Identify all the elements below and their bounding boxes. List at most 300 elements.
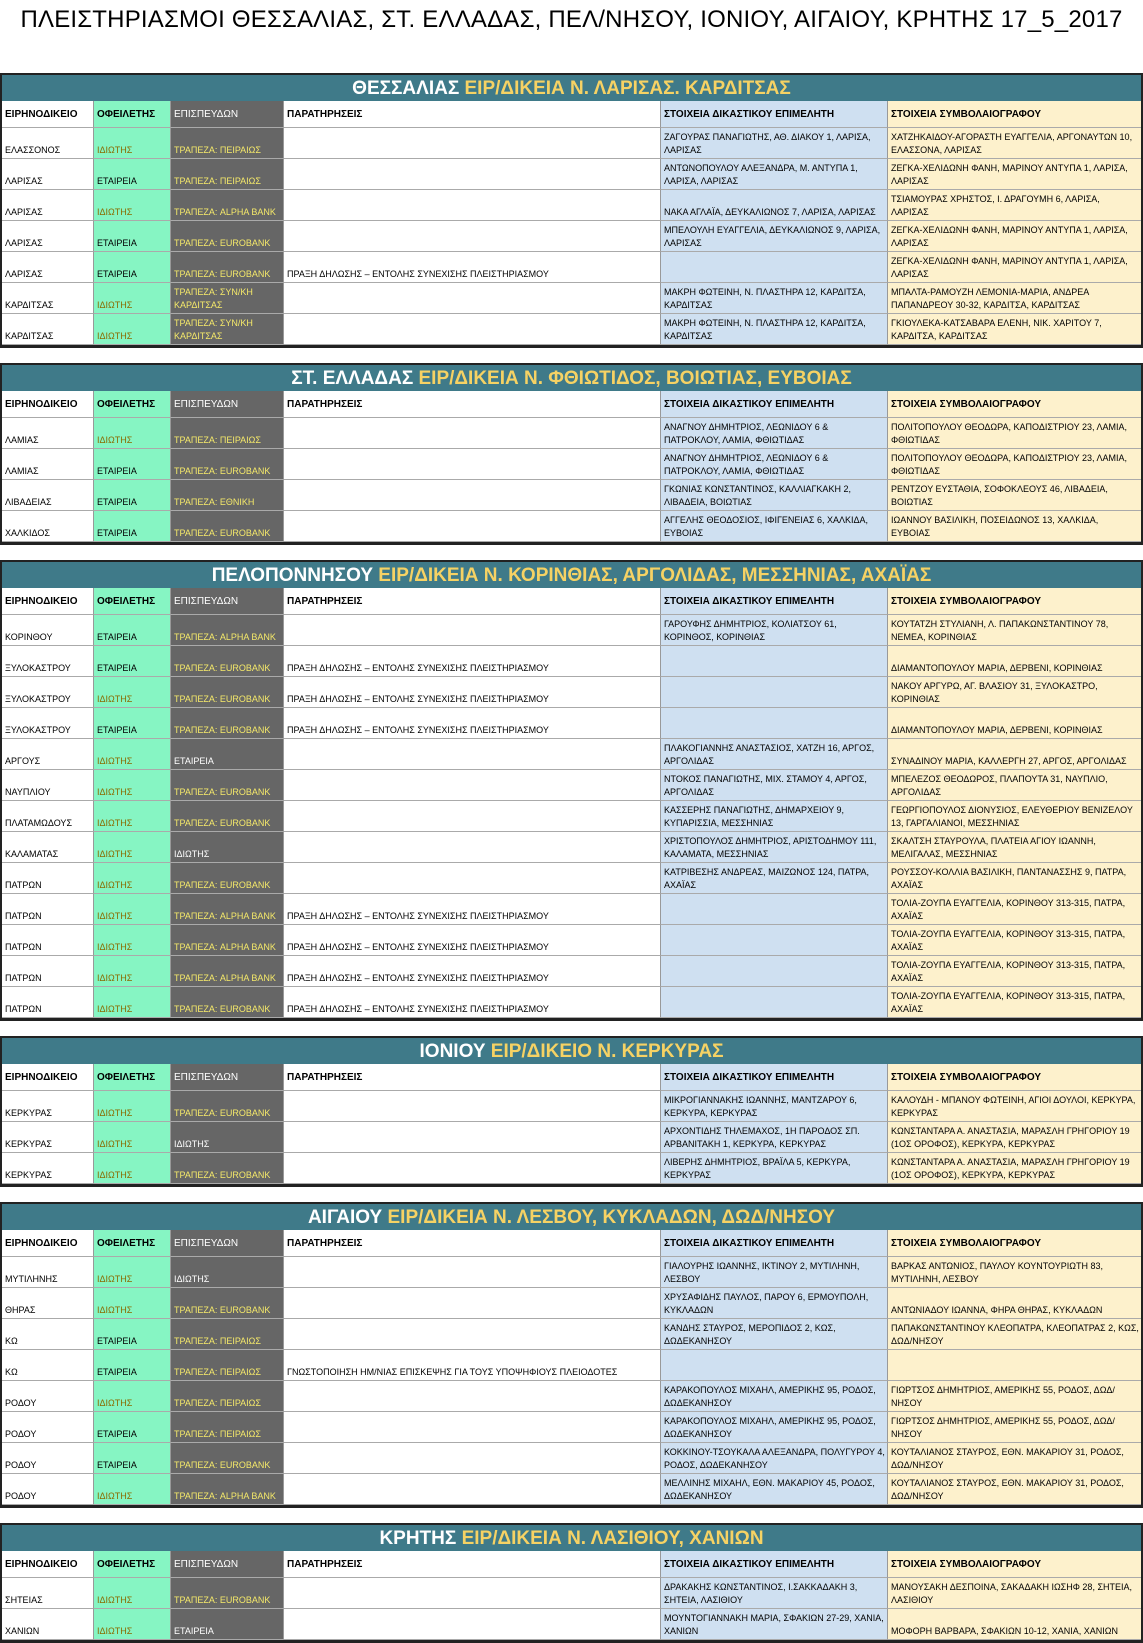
pursuer-cell-text: ΤΡΑΠΕΖΑ: EUROBANK bbox=[174, 880, 271, 890]
notary-cell bbox=[888, 418, 1141, 449]
court-cell-text: ΕΛΑΣΣΟΝΟΣ bbox=[5, 145, 61, 155]
bailiff-cell bbox=[661, 1381, 888, 1412]
pursuer-cell-text: ΤΡΑΠΕΖΑ: EUROBANK bbox=[174, 1170, 271, 1180]
court-cell bbox=[2, 1381, 94, 1412]
court-cell bbox=[2, 925, 94, 956]
pursuer-cell-text: ΤΡΑΠΕΖΑ: EUROBANK bbox=[174, 1595, 271, 1605]
pursuer-cell-text: ΤΡΑΠΕΖΑ: EUROBANK bbox=[174, 466, 271, 476]
col-court: ΕΙΡΗΝΟΔΙΚΕΙΟ bbox=[2, 1064, 94, 1091]
debtor-cell-text: ΙΔΙΩΤΗΣ bbox=[97, 694, 133, 704]
bailiff-cell bbox=[661, 1578, 888, 1609]
table-row bbox=[2, 1381, 1141, 1412]
bailiff-cell bbox=[661, 159, 888, 190]
debtor-cell bbox=[94, 677, 171, 708]
section-region: ΑΙΓΑΙΟΥ bbox=[307, 1207, 383, 1228]
pursuer-cell bbox=[171, 480, 284, 511]
bailiff-cell bbox=[661, 894, 888, 925]
notes-cell-text: ΠΡΑΞΗ ΔΗΛΩΣΗΣ – ΕΝΤΟΛΗΣ ΣΥΝΕΧΙΣΗΣ ΠΛΕΙΣΤΗΡΙΑΣΜΟΥ bbox=[287, 1004, 549, 1014]
notes-cell-text: ΠΡΑΞΗ ΔΗΛΩΣΗΣ – ΕΝΤΟΛΗΣ ΣΥΝΕΧΙΣΗΣ ΠΛΕΙΣΤΗΡΙΑΣΜΟΥ bbox=[287, 973, 549, 983]
table-row bbox=[2, 894, 1141, 925]
bailiff-cell-text: ΚΟΚΚΙΝΟΥ-ΤΣΟΥΚΑΛΑ ΑΛΕΞΑΝΔΡΑ, ΠΟΛΥΓΥΡΟΥ 4, ΡΟΔΟΣ, ΔΩΔΕΚΑΝΗΣΟΥ bbox=[664, 1447, 885, 1470]
bailiff-cell bbox=[661, 1091, 888, 1122]
notes-cell bbox=[284, 1153, 661, 1184]
notary-cell bbox=[888, 987, 1141, 1018]
debtor-cell bbox=[94, 1350, 171, 1381]
column-header-row bbox=[2, 1551, 1141, 1578]
bailiff-cell-text: ΝΑΚΑ ΑΓΛΑΪΑ, ΔΕΥΚΑΛΙΩΝΟΣ 7, ΛΑΡΙΣΑ, ΛΑΡΙΣΑΣ bbox=[664, 207, 876, 217]
debtor-cell-text: ΙΔΙΩΤΗΣ bbox=[97, 1139, 133, 1149]
debtor-cell bbox=[94, 128, 171, 159]
notary-cell-text: ΔΙΑΜΑΝΤΟΠΟΥΛΟΥ ΜΑΡΙΑ, ΔΕΡΒΕΝΙ, ΚΟΡΙΝΘΙΑΣ bbox=[891, 725, 1103, 735]
pursuer-cell-text: ΤΡΑΠΕΖΑ: EUROBANK bbox=[174, 1305, 271, 1315]
notary-cell-text: ΣΚΑΛΤΣΗ ΣΤΑΥΡΟΥΛΑ, ΠΛΑΤΕΙΑ ΑΓΙΟΥ ΙΩΑΝΝΗ, ΜΕΛΙΓΑΛΑΣ, ΜΕΣΣΗΝΙΑΣ bbox=[891, 836, 1096, 859]
court-cell-text: ΚΕΡΚΥΡΑΣ bbox=[5, 1108, 52, 1118]
col-pursuer: ΕΠΙΣΠΕΥΔΩΝ bbox=[171, 101, 284, 128]
debtor-cell-text: ΙΔΙΩΤΗΣ bbox=[97, 1595, 133, 1605]
pursuer-cell-text: ΤΡΑΠΕΖΑ: EUROBANK bbox=[174, 1460, 271, 1470]
bailiff-cell bbox=[661, 1288, 888, 1319]
notes-cell bbox=[284, 1288, 661, 1319]
debtor-cell-text: ΙΔΙΩΤΗΣ bbox=[97, 1305, 133, 1315]
bailiff-cell bbox=[661, 221, 888, 252]
bailiff-cell-text: ΔΡΑΚΑΚΗΣ ΚΩΝΣΤΑΝΤΙΝΟΣ, Ι.ΣΑΚΚΑΔΑΚΗ 3, ΣΗΤΕΙΑ, ΛΑΣΙΘΙΟΥ bbox=[664, 1582, 858, 1605]
pursuer-cell-text: ΤΡΑΠΕΖΑ: EUROBANK bbox=[174, 1004, 271, 1014]
debtor-cell bbox=[94, 1578, 171, 1609]
notary-cell bbox=[888, 615, 1141, 646]
col-bailiff: ΣΤΟΙΧΕΙΑ ΔΙΚΑΣΤΙΚΟΥ ΕΠΙΜΕΛΗΤΗ bbox=[661, 391, 888, 418]
notary-cell bbox=[888, 1319, 1141, 1350]
court-cell bbox=[2, 1288, 94, 1319]
court-cell-text: ΡΟΔΟΥ bbox=[5, 1429, 37, 1439]
bailiff-cell bbox=[661, 1153, 888, 1184]
notary-cell-text: ΓΙΩΡΤΣΟΣ ΔΗΜΗΤΡΙΟΣ, ΑΜΕΡΙΚΗΣ 55, ΡΟΔΟΣ, ΔΩΔ/ΝΗΣΟΥ bbox=[891, 1385, 1115, 1408]
notes-cell bbox=[284, 1350, 661, 1381]
debtor-cell-text: ΕΤΑΙΡΕΙΑ bbox=[97, 632, 137, 642]
pursuer-cell bbox=[171, 1443, 284, 1474]
debtor-cell bbox=[94, 894, 171, 925]
pursuer-cell-text: ΤΡΑΠΕΖΑ: ΠΕΙΡΑΙΩΣ bbox=[174, 1367, 261, 1377]
notary-cell bbox=[888, 252, 1141, 283]
bailiff-cell-text: ΜΑΚΡΗ ΦΩΤΕΙΝΗ, Ν. ΠΛΑΣΤΗΡΑ 12, ΚΑΡΔΙΤΣΑ, ΚΑΡΔΙΤΣΑΣ bbox=[664, 318, 866, 341]
section-region: ΚΡΗΤΗΣ bbox=[379, 1528, 457, 1549]
notes-cell bbox=[284, 283, 661, 314]
bailiff-cell bbox=[661, 677, 888, 708]
table-row bbox=[2, 449, 1141, 480]
col-bailiff: ΣΤΟΙΧΕΙΑ ΔΙΚΑΣΤΙΚΟΥ ΕΠΙΜΕΛΗΤΗ bbox=[661, 101, 888, 128]
pursuer-cell bbox=[171, 1412, 284, 1443]
debtor-cell bbox=[94, 1319, 171, 1350]
court-cell bbox=[2, 708, 94, 739]
bailiff-cell bbox=[661, 1319, 888, 1350]
pursuer-cell bbox=[171, 1350, 284, 1381]
notary-cell-text: ΠΟΛΙΤΟΠΟΥΛΟΥ ΘΕΟΔΩΡΑ, ΚΑΠΟΔΙΣΤΡΙΟΥ 23, ΛΑΜΙΑ, ΦΘΙΩΤΙΔΑΣ bbox=[891, 422, 1127, 445]
pursuer-cell-text: ΤΡΑΠΕΖΑ: ALPHA BANK bbox=[174, 973, 276, 983]
debtor-cell bbox=[94, 190, 171, 221]
pursuer-cell bbox=[171, 190, 284, 221]
section-spacer bbox=[0, 1021, 1143, 1036]
table-row bbox=[2, 159, 1141, 190]
debtor-cell-text: ΙΔΙΩΤΗΣ bbox=[97, 145, 133, 155]
bailiff-cell bbox=[661, 1412, 888, 1443]
court-cell-text: ΜΥΤΙΛΗΝΗΣ bbox=[5, 1274, 58, 1284]
debtor-cell bbox=[94, 615, 171, 646]
pursuer-cell bbox=[171, 1578, 284, 1609]
pursuer-cell bbox=[171, 1319, 284, 1350]
debtor-cell-text: ΕΤΑΙΡΕΙΑ bbox=[97, 497, 137, 507]
notary-cell bbox=[888, 1122, 1141, 1153]
notes-cell bbox=[284, 1122, 661, 1153]
court-cell-text: ΣΗΤΕΙΑΣ bbox=[5, 1595, 43, 1605]
section-header bbox=[2, 365, 1141, 391]
court-cell bbox=[2, 283, 94, 314]
column-header-row bbox=[2, 588, 1141, 615]
court-cell bbox=[2, 1257, 94, 1288]
section-region: ΠΕΛΟΠΟΝΝΗΣΟΥ bbox=[211, 565, 374, 586]
column-header-row bbox=[2, 101, 1141, 128]
court-cell bbox=[2, 159, 94, 190]
court-cell bbox=[2, 894, 94, 925]
court-cell bbox=[2, 1350, 94, 1381]
bailiff-cell-text: ΜΙΚΡΟΓΙΑΝΝΑΚΗΣ ΙΩΑΝΝΗΣ, ΜΑΝΤΖΑΡΟΥ 6, ΚΕΡΚΥΡΑ, ΚΕΡΚΥΡΑΣ bbox=[664, 1095, 857, 1118]
bailiff-cell bbox=[661, 190, 888, 221]
notary-cell-text: ΤΣΙΑΜΟΥΡΑΣ ΧΡΗΣΤΟΣ, Ι. ΔΡΑΓΟΥΜΗ 6, ΛΑΡΙΣΑ, ΛΑΡΙΣΑΣ bbox=[891, 194, 1100, 217]
col-pursuer: ΕΠΙΣΠΕΥΔΩΝ bbox=[171, 391, 284, 418]
pursuer-cell-text: ΤΡΑΠΕΖΑ: ALPHA BANK bbox=[174, 911, 276, 921]
notary-cell-text: ΚΟΥΤΑΛΙΑΝΟΣ ΣΤΑΥΡΟΣ, ΕΘΝ. ΜΑΚΑΡΙΟΥ 31, ΡΟΔΟΣ, ΔΩΔ/ΝΗΣΟΥ bbox=[891, 1447, 1124, 1470]
notes-cell bbox=[284, 418, 661, 449]
pursuer-cell bbox=[171, 1609, 284, 1640]
col-court: ΕΙΡΗΝΟΔΙΚΕΙΟ bbox=[2, 1551, 94, 1578]
court-cell-text: ΠΑΤΡΩΝ bbox=[5, 942, 42, 952]
bailiff-cell-text: ΑΝΑΓΝΟΥ ΔΗΜΗΤΡΙΟΣ, ΛΕΩΝΙΔΟΥ 6 & ΠΑΤΡΟΚΛΟΥ, ΛΑΜΙΑ, ΦΘΙΩΤΙΔΑΣ bbox=[664, 422, 829, 445]
debtor-cell bbox=[94, 801, 171, 832]
notes-cell bbox=[284, 1443, 661, 1474]
debtor-cell-text: ΙΔΙΩΤΗΣ bbox=[97, 1170, 133, 1180]
bailiff-cell-text: ΑΝΤΩΝΟΠΟΥΛΟΥ ΑΛΕΞΑΝΔΡΑ, Μ. ΑΝΤΥΠΑ 1, ΛΑΡΙΣΑ, ΛΑΡΙΣΑΣ bbox=[664, 163, 858, 186]
bailiff-cell-text: ΜΠΕΛΟΥΛΗ ΕΥΑΓΓΕΛΙΑ, ΔΕΥΚΑΛΙΩΝΟΣ 9, ΛΑΡΙΣΑ, ΛΑΡΙΣΑΣ bbox=[664, 225, 881, 248]
section-spacer bbox=[0, 545, 1143, 560]
pursuer-cell bbox=[171, 159, 284, 190]
debtor-cell-text: ΕΤΑΙΡΕΙΑ bbox=[97, 269, 137, 279]
bailiff-cell bbox=[661, 832, 888, 863]
court-cell-text: ΛΙΒΑΔΕΙΑΣ bbox=[5, 497, 52, 507]
court-cell bbox=[2, 987, 94, 1018]
pursuer-cell-text: ΤΡΑΠΕΖΑ: EUROBANK bbox=[174, 663, 271, 673]
notary-cell bbox=[888, 770, 1141, 801]
notes-cell bbox=[284, 128, 661, 159]
notes-cell bbox=[284, 221, 661, 252]
col-notes: ΠΑΡΑΤΗΡΗΣΕΙΣ bbox=[284, 101, 661, 128]
court-cell bbox=[2, 832, 94, 863]
court-cell bbox=[2, 1578, 94, 1609]
notes-cell bbox=[284, 832, 661, 863]
pursuer-cell-text: ΙΔΙΩΤΗΣ bbox=[174, 1274, 210, 1284]
pursuer-cell bbox=[171, 1288, 284, 1319]
debtor-cell-text: ΕΤΑΙΡΕΙΑ bbox=[97, 238, 137, 248]
col-court: ΕΙΡΗΝΟΔΙΚΕΙΟ bbox=[2, 391, 94, 418]
notary-cell bbox=[888, 449, 1141, 480]
bailiff-cell bbox=[661, 314, 888, 345]
col-notes: ΠΑΡΑΤΗΡΗΣΕΙΣ bbox=[284, 1551, 661, 1578]
section-courts: ΕΙΡ/ΔΙΚΕΙΟ Ν. ΚΕΡΚΥΡΑΣ bbox=[485, 1041, 724, 1062]
court-cell bbox=[2, 1443, 94, 1474]
bailiff-cell bbox=[661, 1609, 888, 1640]
bailiff-cell-text: ΓΑΡΟΥΦΗΣ ΔΗΜΗΤΡΙΟΣ, ΚΟΛΙΑΤΣΟΥ 61, ΚΟΡΙΝΘΟΣ, ΚΟΡΙΝΘΙΑΣ bbox=[664, 619, 837, 642]
bailiff-cell bbox=[661, 956, 888, 987]
col-bailiff: ΣΤΟΙΧΕΙΑ ΔΙΚΑΣΤΙΚΟΥ ΕΠΙΜΕΛΗΤΗ bbox=[661, 588, 888, 615]
notes-cell-text: ΠΡΑΞΗ ΔΗΛΩΣΗΣ – ΕΝΤΟΛΗΣ ΣΥΝΕΧΙΣΗΣ ΠΛΕΙΣΤΗΡΙΑΣΜΟΥ bbox=[287, 269, 549, 279]
table-row bbox=[2, 418, 1141, 449]
col-notary: ΣΤΟΙΧΕΙΑ ΣΥΜΒΟΛΑΙΟΓΡΑΦΟΥ bbox=[888, 588, 1141, 615]
debtor-cell-text: ΙΔΙΩΤΗΣ bbox=[97, 207, 133, 217]
debtor-cell bbox=[94, 1091, 171, 1122]
pursuer-cell bbox=[171, 987, 284, 1018]
table-row bbox=[2, 252, 1141, 283]
table-row bbox=[2, 221, 1141, 252]
section-courts: ΕΙΡ/ΔΙΚΕΙΑ Ν. ΛΑΣΙΘΙΟΥ, ΧΑΝΙΩΝ bbox=[456, 1528, 764, 1549]
notary-cell bbox=[888, 677, 1141, 708]
notary-cell-text: ΚΑΛΟΥΔΗ - ΜΠΑΝΟΥ ΦΩΤΕΙΝΗ, ΑΓΙΟΙ ΔΟΥΛΟΙ, ΚΕΡΚΥΡΑ, ΚΕΡΚΥΡΑΣ bbox=[891, 1095, 1136, 1118]
region-section bbox=[0, 73, 1143, 348]
debtor-cell bbox=[94, 418, 171, 449]
notes-cell bbox=[284, 739, 661, 770]
region-section bbox=[0, 1202, 1143, 1508]
col-notary: ΣΤΟΙΧΕΙΑ ΣΥΜΒΟΛΑΙΟΓΡΑΦΟΥ bbox=[888, 1064, 1141, 1091]
bailiff-cell-text: ΛΙΒΕΡΗΣ ΔΗΜΗΤΡΙΟΣ, ΒΡΑΪΛΑ 5, ΚΕΡΚΥΡΑ, ΚΕΡΚΥΡΑΣ bbox=[664, 1157, 851, 1180]
notary-cell bbox=[888, 128, 1141, 159]
notary-cell-text: ΚΟΥΤΑΤΖΗ ΣΤΥΛΙΑΝΗ, Λ. ΠΑΠΑΚΩΝΣΤΑΝΤΙΝΟΥ 78, ΝΕΜΕΑ, ΚΟΡΙΝΘΙΑΣ bbox=[891, 619, 1109, 642]
table-row bbox=[2, 511, 1141, 542]
pursuer-cell-text: ΤΡΑΠΕΖΑ: EUROBANK bbox=[174, 1108, 271, 1118]
court-cell-text: ΘΗΡΑΣ bbox=[5, 1305, 36, 1315]
section-spacer bbox=[0, 1187, 1143, 1202]
notary-cell bbox=[888, 1257, 1141, 1288]
debtor-cell bbox=[94, 1257, 171, 1288]
court-cell-text: ΚΕΡΚΥΡΑΣ bbox=[5, 1139, 52, 1149]
debtor-cell-text: ΕΤΑΙΡΕΙΑ bbox=[97, 1460, 137, 1470]
notes-cell bbox=[284, 480, 661, 511]
pursuer-cell-text: ΤΡΑΠΕΖΑ: EUROBANK bbox=[174, 269, 271, 279]
bailiff-cell-text: ΜΑΚΡΗ ΦΩΤΕΙΝΗ, Ν. ΠΛΑΣΤΗΡΑ 12, ΚΑΡΔΙΤΣΑ, ΚΑΡΔΙΤΣΑΣ bbox=[664, 287, 866, 310]
notary-cell bbox=[888, 832, 1141, 863]
pursuer-cell bbox=[171, 832, 284, 863]
bailiff-cell bbox=[661, 480, 888, 511]
court-cell bbox=[2, 1474, 94, 1505]
table-row bbox=[2, 1443, 1141, 1474]
bailiff-cell bbox=[661, 739, 888, 770]
col-pursuer: ΕΠΙΣΠΕΥΔΩΝ bbox=[171, 588, 284, 615]
debtor-cell bbox=[94, 708, 171, 739]
table-row bbox=[2, 739, 1141, 770]
notary-cell-text: ΜΠΑΛΤΑ-ΡΑΜΟΥΖΗ ΛΕΜΟΝΙΑ-ΜΑΡΙΑ, ΑΝΔΡΕΑ ΠΑΠΑΝΔΡΕΟΥ 30-32, ΚΑΡΔΙΤΣΑ, ΚΑΡΔΙΤΣΑΣ bbox=[891, 287, 1089, 310]
notary-cell-text: ΚΩΝΣΤΑΝΤΑΡΑ Α. ΑΝΑΣΤΑΣΙΑ, ΜΑΡΑΣΛΗ ΓΡΗΓΟΡΙΟΥ 19 (1ΟΣ ΟΡΟΦΟΣ), ΚΕΡΚΥΡΑ, ΚΕΡΚΥΡΑΣ bbox=[891, 1126, 1130, 1149]
table-row bbox=[2, 283, 1141, 314]
bailiff-cell bbox=[661, 1474, 888, 1505]
court-cell bbox=[2, 128, 94, 159]
col-bailiff: ΣΤΟΙΧΕΙΑ ΔΙΚΑΣΤΙΚΟΥ ΕΠΙΜΕΛΗΤΗ bbox=[661, 1551, 888, 1578]
notes-cell bbox=[284, 1578, 661, 1609]
debtor-cell-text: ΙΔΙΩΤΗΣ bbox=[97, 1004, 133, 1014]
bailiff-cell-text: ΝΤΟΚΟΣ ΠΑΝΑΓΙΩΤΗΣ, ΜΙΧ. ΣΤΑΜΟΥ 4, ΑΡΓΟΣ, ΑΡΓΟΛΙΔΑΣ bbox=[664, 774, 867, 797]
debtor-cell bbox=[94, 511, 171, 542]
bailiff-cell-text: ΑΝΑΓΝΟΥ ΔΗΜΗΤΡΙΟΣ, ΛΕΩΝΙΔΟΥ 6 & ΠΑΤΡΟΚΛΟΥ, ΛΑΜΙΑ, ΦΘΙΩΤΙΔΑΣ bbox=[664, 453, 829, 476]
court-cell bbox=[2, 511, 94, 542]
section-region: ΣΤ. ΕΛΛΑΔΑΣ bbox=[291, 368, 414, 389]
notary-cell bbox=[888, 646, 1141, 677]
notary-cell bbox=[888, 1443, 1141, 1474]
pursuer-cell bbox=[171, 418, 284, 449]
col-notary: ΣΤΟΙΧΕΙΑ ΣΥΜΒΟΛΑΙΟΓΡΑΦΟΥ bbox=[888, 1551, 1141, 1578]
notes-cell bbox=[284, 1381, 661, 1412]
notary-cell bbox=[888, 863, 1141, 894]
debtor-cell bbox=[94, 1474, 171, 1505]
col-debtor: ΟΦΕΙΛΕΤΗΣ bbox=[94, 101, 171, 128]
notary-cell-text: ΠΑΠΑΚΩΝΣΤΑΝΤΙΝΟΥ ΚΛΕΟΠΑΤΡΑ, ΚΛΕΟΠΑΤΡΑΣ 2, ΚΩΣ, ΔΩΔ/ΝΗΣΟΥ bbox=[891, 1323, 1139, 1346]
notary-cell bbox=[888, 1578, 1141, 1609]
debtor-cell-text: ΙΔΙΩΤΗΣ bbox=[97, 435, 133, 445]
court-cell bbox=[2, 863, 94, 894]
court-cell bbox=[2, 770, 94, 801]
court-cell-text: ΛΑΡΙΣΑΣ bbox=[5, 176, 43, 186]
court-cell bbox=[2, 1609, 94, 1640]
bailiff-cell bbox=[661, 1257, 888, 1288]
column-header-row bbox=[2, 1064, 1141, 1091]
debtor-cell bbox=[94, 159, 171, 190]
bailiff-cell bbox=[661, 925, 888, 956]
court-cell-text: ΡΟΔΟΥ bbox=[5, 1460, 37, 1470]
debtor-cell-text: ΙΔΙΩΤΗΣ bbox=[97, 1626, 133, 1636]
notary-cell-text: ΒΑΡΚΑΣ ΑΝΤΩΝΙΟΣ, ΠΑΥΛΟΥ ΚΟΥΝΤΟΥΡΙΩΤΗ 83, ΜΥΤΙΛΗΝΗ, ΛΕΣΒΟΥ bbox=[891, 1261, 1103, 1284]
debtor-cell bbox=[94, 221, 171, 252]
pursuer-cell-text: ΤΡΑΠΕΖΑ: EUROBANK bbox=[174, 818, 271, 828]
notes-cell bbox=[284, 314, 661, 345]
court-cell bbox=[2, 1412, 94, 1443]
col-court: ΕΙΡΗΝΟΔΙΚΕΙΟ bbox=[2, 1230, 94, 1257]
pursuer-cell-text: ΤΡΑΠΕΖΑ: ΣΥΝ/ΚΗ ΚΑΡΔΙΤΣΑΣ bbox=[174, 318, 253, 341]
section-region: ΙΟΝΙΟΥ bbox=[419, 1041, 486, 1062]
bailiff-cell bbox=[661, 128, 888, 159]
bailiff-cell-text: ΓΙΑΛΟΥΡΗΣ ΙΩΑΝΝΗΣ, ΙΚΤΙΝΟΥ 2, ΜΥΤΙΛΗΝΗ, ΛΕΣΒΟΥ bbox=[664, 1261, 860, 1284]
section-courts: ΕΙΡ/ΔΙΚΕΙΑ Ν. ΛΕΣΒΟΥ, ΚΥΚΛΑΔΩΝ, ΔΩΔ/ΝΗΣΟΥ bbox=[382, 1207, 836, 1228]
court-cell bbox=[2, 646, 94, 677]
col-notes: ΠΑΡΑΤΗΡΗΣΕΙΣ bbox=[284, 391, 661, 418]
bailiff-cell-text: ΚΑΡΑΚΟΠΟΥΛΟΣ ΜΙΧΑΗΛ, ΑΜΕΡΙΚΗΣ 95, ΡΟΔΟΣ, ΔΩΔΕΚΑΝΗΣΟΥ bbox=[664, 1385, 876, 1408]
table-row bbox=[2, 1412, 1141, 1443]
section-courts: ΕΙΡ/ΔΙΚΕΙΑ Ν. ΛΑΡΙΣΑΣ. ΚΑΡΔΙΤΣΑΣ bbox=[459, 78, 791, 99]
table-row bbox=[2, 1288, 1141, 1319]
notary-cell-text: ΖΕΓΚΑ-ΧΕΛΙΔΩΝΗ ΦΑΝΗ, ΜΑΡΙΝΟΥ ΑΝΤΥΠΑ 1, ΛΑΡΙΣΑ, ΛΑΡΙΣΑΣ bbox=[891, 225, 1128, 248]
notes-cell bbox=[284, 1412, 661, 1443]
bailiff-cell bbox=[661, 615, 888, 646]
debtor-cell-text: ΙΔΙΩΤΗΣ bbox=[97, 756, 133, 766]
debtor-cell-text: ΕΤΑΙΡΕΙΑ bbox=[97, 725, 137, 735]
pursuer-cell-text: ΤΡΑΠΕΖΑ: ΣΥΝ/ΚΗ ΚΑΡΔΙΤΣΑΣ bbox=[174, 287, 253, 310]
table-row bbox=[2, 987, 1141, 1018]
notes-cell bbox=[284, 894, 661, 925]
debtor-cell-text: ΙΔΙΩΤΗΣ bbox=[97, 911, 133, 921]
notary-cell bbox=[888, 190, 1141, 221]
notary-cell bbox=[888, 1288, 1141, 1319]
court-cell-text: ΞΥΛΟΚΑΣΤΡΟΥ bbox=[5, 725, 71, 735]
pursuer-cell bbox=[171, 449, 284, 480]
court-cell bbox=[2, 1153, 94, 1184]
notary-cell-text: ΝΑΚΟΥ ΑΡΓΥΡΩ, ΑΓ. ΒΛΑΣΙΟΥ 31, ΞΥΛΟΚΑΣΤΡΟ, ΚΟΡΙΝΘΙΑΣ bbox=[891, 681, 1098, 704]
bailiff-cell bbox=[661, 511, 888, 542]
notary-cell-text: ΜΠΕΛΕΖΟΣ ΘΕΟΔΩΡΟΣ, ΠΛΑΠΟΥΤΑ 31, ΝΑΥΠΛΙΟ, ΑΡΓΟΛΙΔΑΣ bbox=[891, 774, 1108, 797]
court-cell bbox=[2, 1091, 94, 1122]
debtor-cell-text: ΙΔΙΩΤΗΣ bbox=[97, 1274, 133, 1284]
col-pursuer: ΕΠΙΣΠΕΥΔΩΝ bbox=[171, 1551, 284, 1578]
pursuer-cell-text: ΤΡΑΠΕΖΑ: ΠΕΙΡΑΙΩΣ bbox=[174, 1398, 261, 1408]
pursuer-cell-text: ΤΡΑΠΕΖΑ: EUROBANK bbox=[174, 694, 271, 704]
table-row bbox=[2, 832, 1141, 863]
debtor-cell bbox=[94, 1381, 171, 1412]
auction-sheet bbox=[0, 73, 1143, 1643]
notary-cell bbox=[888, 511, 1141, 542]
notary-cell-text: ΤΟΛΙΑ-ΖΟΥΠΑ ΕΥΑΓΓΕΛΙΑ, ΚΟΡΙΝΘΟΥ 313-315, ΠΑΤΡΑ, ΑΧΑΪΑΣ bbox=[891, 929, 1126, 952]
bailiff-cell-text: ΜΟΥΝΤΟΓΙΑΝΝΑΚΗ ΜΑΡΙΑ, ΣΦΑΚΙΩΝ 27-29, ΧΑΝΙΑ, ΧΑΝΙΩΝ bbox=[664, 1613, 884, 1636]
debtor-cell-text: ΙΔΙΩΤΗΣ bbox=[97, 331, 133, 341]
table-row bbox=[2, 677, 1141, 708]
table-row bbox=[2, 1122, 1141, 1153]
debtor-cell-text: ΙΔΙΩΤΗΣ bbox=[97, 300, 133, 310]
debtor-cell bbox=[94, 646, 171, 677]
debtor-cell bbox=[94, 770, 171, 801]
debtor-cell bbox=[94, 1153, 171, 1184]
court-cell bbox=[2, 956, 94, 987]
section-header bbox=[2, 562, 1141, 588]
notary-cell bbox=[888, 1153, 1141, 1184]
col-pursuer: ΕΠΙΣΠΕΥΔΩΝ bbox=[171, 1064, 284, 1091]
court-cell-text: ΛΑΡΙΣΑΣ bbox=[5, 269, 43, 279]
bailiff-cell bbox=[661, 708, 888, 739]
section-courts: ΕΙΡ/ΔΙΚΕΙΑ Ν. ΦΘΙΩΤΙΔΟΣ, ΒΟΙΩΤΙΑΣ, ΕΥΒΟΙΑΣ bbox=[413, 368, 852, 389]
col-debtor: ΟΦΕΙΛΕΤΗΣ bbox=[94, 588, 171, 615]
notes-cell bbox=[284, 987, 661, 1018]
court-cell-text: ΡΟΔΟΥ bbox=[5, 1491, 37, 1501]
debtor-cell bbox=[94, 252, 171, 283]
notary-cell bbox=[888, 1381, 1141, 1412]
debtor-cell bbox=[94, 956, 171, 987]
court-cell bbox=[2, 677, 94, 708]
table-row bbox=[2, 770, 1141, 801]
court-cell-text: ΚΑΡΔΙΤΣΑΣ bbox=[5, 300, 54, 310]
notary-cell-text: ΖΕΓΚΑ-ΧΕΛΙΔΩΝΗ ΦΑΝΗ, ΜΑΡΙΝΟΥ ΑΝΤΥΠΑ 1, ΛΑΡΙΣΑ, ΛΑΡΙΣΑΣ bbox=[891, 163, 1128, 186]
bailiff-cell-text: ΑΓΓΕΛΗΣ ΘΕΟΔΟΣΙΟΣ, ΙΦΙΓΕΝΕΙΑΣ 6, ΧΑΛΚΙΔΑ, ΕΥΒΟΙΑΣ bbox=[664, 515, 869, 538]
court-cell-text: ΛΑΡΙΣΑΣ bbox=[5, 207, 43, 217]
notary-cell bbox=[888, 1412, 1141, 1443]
court-cell bbox=[2, 418, 94, 449]
debtor-cell-text: ΙΔΙΩΤΗΣ bbox=[97, 1491, 133, 1501]
pursuer-cell-text: ΤΡΑΠΕΖΑ: EUROBANK bbox=[174, 787, 271, 797]
table-row bbox=[2, 1319, 1141, 1350]
section-spacer bbox=[0, 1508, 1143, 1523]
court-cell-text: ΚΩ bbox=[5, 1336, 18, 1346]
col-notary: ΣΤΟΙΧΕΙΑ ΣΥΜΒΟΛΑΙΟΓΡΑΦΟΥ bbox=[888, 101, 1141, 128]
notes-cell bbox=[284, 677, 661, 708]
court-cell-text: ΠΑΤΡΩΝ bbox=[5, 911, 42, 921]
notary-cell-text: ΧΑΤΖΗΚΑΙΔΟΥ-ΑΓΟΡΑΣΤΗ ΕΥΑΓΓΕΛΙΑ, ΑΡΓΟΝΑΥΤΩΝ 10, ΕΛΑΣΣΟΝΑ, ΛΑΡΙΣΑΣ bbox=[891, 132, 1133, 155]
pursuer-cell bbox=[171, 894, 284, 925]
page-title: ΠΛΕΙΣΤΗΡΙΑΣΜΟΙ ΘΕΣΣΑΛΙΑΣ, ΣΤ. ΕΛΛΑΔΑΣ, ΠΕΛ/ΝΗΣΟΥ, ΙΟΝΙΟΥ, ΑΙΓΑΙΟΥ, ΚΡΗΤΗΣ 17_5_2017 bbox=[20, 6, 1123, 33]
debtor-cell-text: ΕΤΑΙΡΕΙΑ bbox=[97, 1367, 137, 1377]
debtor-cell bbox=[94, 832, 171, 863]
bailiff-cell-text: ΓΚΩΝΙΑΣ ΚΩΝΣΤΑΝΤΙΝΟΣ, ΚΑΛΛΙΑΓΚΑΚΗ 2, ΛΙΒΑΔΕΙΑ, ΒΟΙΩΤΙΑΣ bbox=[664, 484, 851, 507]
pursuer-cell bbox=[171, 1474, 284, 1505]
notes-cell bbox=[284, 1609, 661, 1640]
table-row bbox=[2, 708, 1141, 739]
debtor-cell-text: ΕΤΑΙΡΕΙΑ bbox=[97, 176, 137, 186]
